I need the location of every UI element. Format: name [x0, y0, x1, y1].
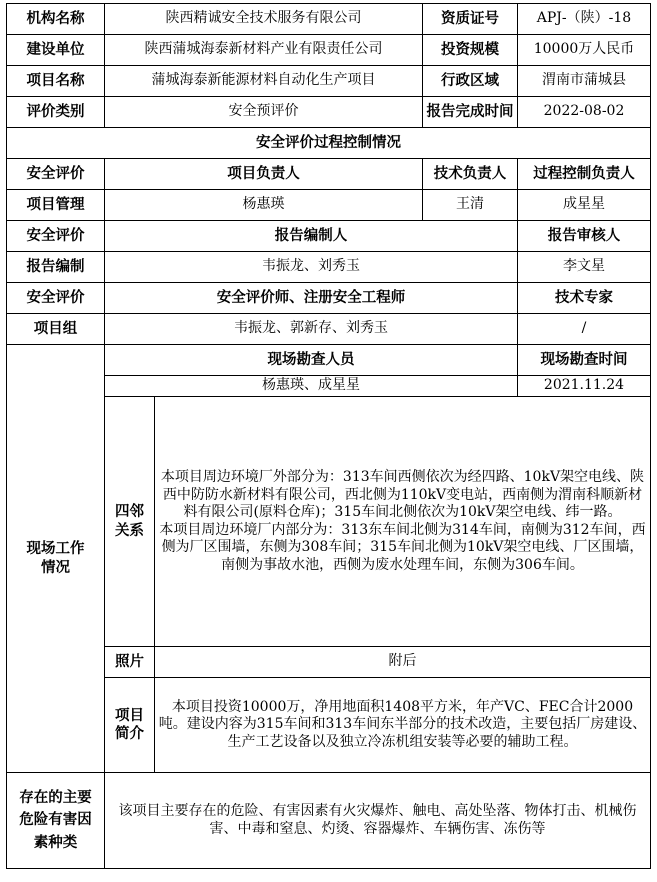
hazards-text: 该项目主要存在的危险、有害因素有火灾爆炸、触电、高处坠落、物体打击、机械伤害、中毒和窒息、灼烫、容器爆炸、车辆伤害、冻伤等	[105, 773, 651, 869]
invest-scale-value: 10000万人民币	[518, 35, 651, 66]
expert-value: /	[518, 314, 651, 345]
engineers-head: 安全评价师、注册安全工程师	[105, 283, 518, 314]
reviewer-head: 报告审核人	[518, 221, 651, 252]
hazards-label	[7, 773, 105, 869]
table-row	[7, 159, 651, 190]
tech-leader-value: 王清	[423, 190, 518, 221]
neighbor-text-outside: 本项目周边环境厂外部分为：313车间西侧依次为经四路、10kV架空电线、陕西中防防水新材料有限公司，西北侧为110kV变电站，西南侧为渭南科顺新材料有限公司(原料仓库)；315车间北侧依次为10kV架空电线、纬一路。	[160, 469, 645, 520]
neighbor-label	[105, 397, 155, 647]
neighbor-label-line1: 四邻	[115, 504, 144, 521]
project-name-label: 项目名称	[7, 66, 105, 97]
table-row	[7, 4, 651, 35]
project-intro-label: 项目简介	[105, 678, 155, 773]
photo-label: 照片	[105, 647, 155, 678]
photo-value: 附后	[155, 647, 651, 678]
surveyor-head: 现场勘查人员	[105, 345, 518, 376]
site-work-label	[7, 345, 105, 773]
compile-label-line2: 报告编制	[7, 252, 105, 283]
project-name-value: 蒲城海泰新能源材料自动化生产项目	[105, 66, 423, 97]
table-row	[7, 190, 651, 221]
site-work-label-line1: 现场工作	[26, 541, 85, 558]
reviewer-value: 李文星	[518, 252, 651, 283]
eval-type-label: 评价类别	[7, 97, 105, 128]
tech-leader-head: 技术负责人	[423, 159, 518, 190]
table-row	[7, 252, 651, 283]
team-label-line2: 项目组	[7, 314, 105, 345]
expert-head: 技术专家	[518, 283, 651, 314]
hazards-label-line2: 危险有害因	[19, 812, 92, 829]
process-leader-value: 成星星	[518, 190, 651, 221]
hazards-label-line3: 素种类	[33, 834, 78, 851]
project-leader-head: 项目负责人	[105, 159, 423, 190]
management-label-line1: 安全评价	[7, 159, 105, 190]
invest-scale-label: 投资规模	[423, 35, 518, 66]
region-value: 渭南市蒲城县	[518, 66, 651, 97]
compiler-value: 韦振龙、刘秀玉	[105, 252, 518, 283]
org-name-value: 陕西精诚安全技术服务有限公司	[105, 4, 423, 35]
project-leader-value: 杨惠瑛	[105, 190, 423, 221]
neighbor-text	[155, 397, 651, 647]
table-row	[7, 345, 651, 376]
table-row	[7, 283, 651, 314]
table-row	[7, 773, 651, 869]
compiler-head: 报告编制人	[105, 221, 518, 252]
survey-time-value: 2021.11.24	[518, 376, 651, 397]
report-date-value: 2022-08-02	[518, 97, 651, 128]
site-work-label-line2: 情况	[41, 559, 70, 576]
report-date-label: 报告完成时间	[423, 97, 518, 128]
table-row	[7, 35, 651, 66]
region-label: 行政区域	[423, 66, 518, 97]
compile-label-line1: 安全评价	[7, 221, 105, 252]
table-row	[7, 97, 651, 128]
neighbor-text-inside: 本项目周边环境厂内部分为：313东车间北侧为314车间，南侧为312车间，西侧为厂区围墙，东侧为308车间；315车间北侧为10kV架空电线、厂区围墙，南侧为事故水池，西侧为废水处理车间，东侧为306车间。	[159, 521, 646, 573]
project-intro-text: 本项目投资10000万，净用地面积1408平方米，年产VC、FEC合计2000吨。建设内容为315车间和313车间东半部分的技术改造，主要包括厂房建设、生产工艺设备以及独立冷冻机组安装等必要的辅助工程。	[155, 678, 651, 773]
table-row	[7, 314, 651, 345]
org-name-label: 机构名称	[7, 4, 105, 35]
process-leader-head: 过程控制负责人	[518, 159, 651, 190]
survey-time-head: 现场勘查时间	[518, 345, 651, 376]
cert-no-label: 资质证号	[423, 4, 518, 35]
table-row	[7, 66, 651, 97]
engineers-value: 韦振龙、郭新存、刘秀玉	[105, 314, 518, 345]
table-row	[7, 221, 651, 252]
neighbor-label-line2: 关系	[115, 522, 144, 539]
management-label-line2: 项目管理	[7, 190, 105, 221]
eval-type-value: 安全预评价	[105, 97, 423, 128]
evaluation-info-table	[6, 3, 651, 869]
build-unit-label: 建设单位	[7, 35, 105, 66]
team-label-line1: 安全评价	[7, 283, 105, 314]
table-row	[7, 128, 651, 159]
cert-no-value: APJ-（陕）-18	[518, 4, 651, 35]
surveyor-value: 杨惠瑛、成星星	[105, 376, 518, 397]
hazards-label-line1: 存在的主要	[19, 789, 92, 806]
section-title: 安全评价过程控制情况	[7, 128, 651, 159]
build-unit-value: 陕西蒲城海泰新材料产业有限责任公司	[105, 35, 423, 66]
